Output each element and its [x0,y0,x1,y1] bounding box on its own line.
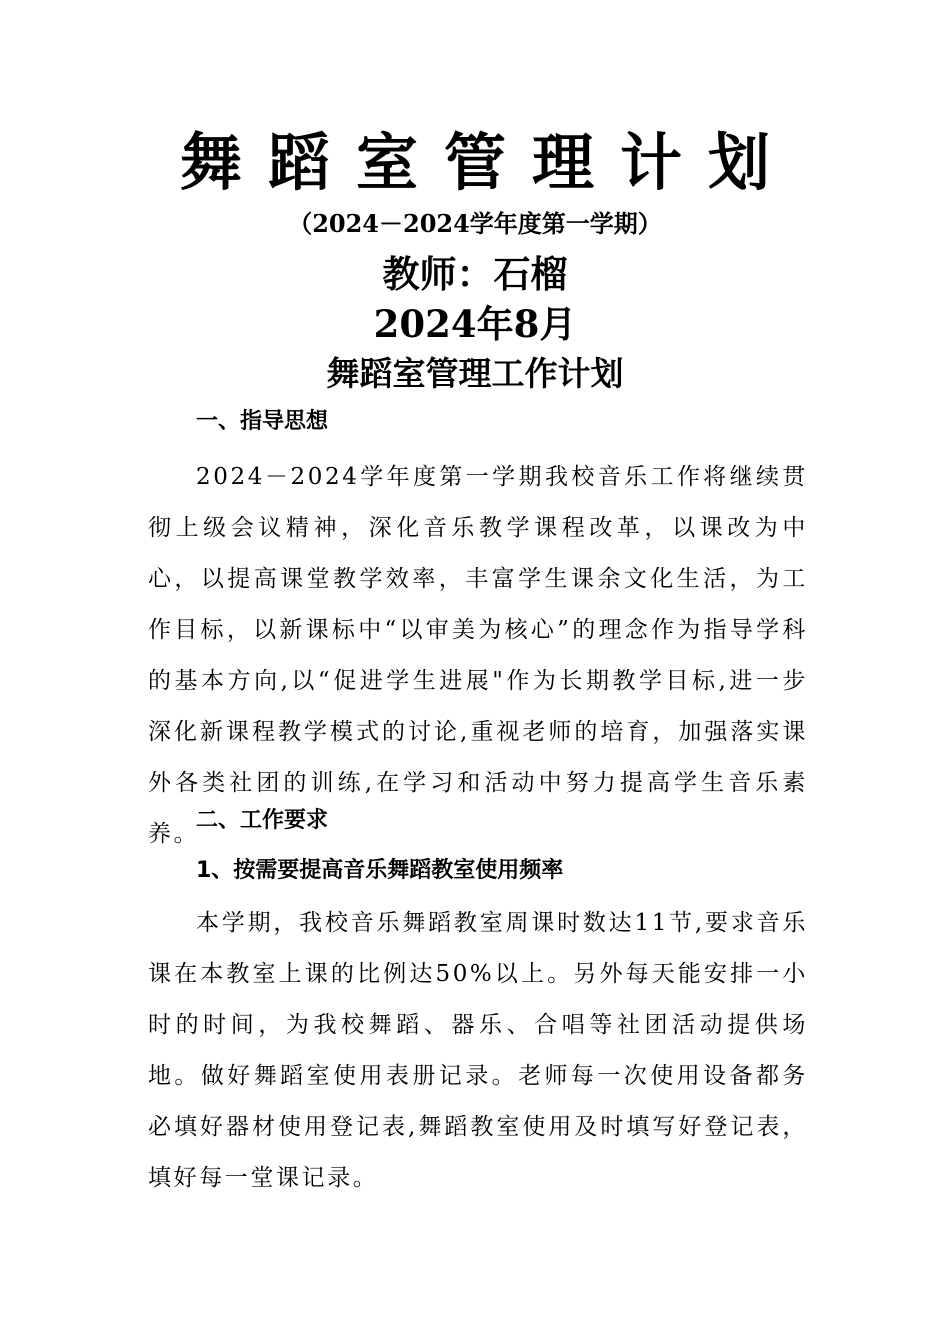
subsection-heading-usage-frequency: 1、按需要提高音乐舞蹈教室使用频率 [196,858,564,883]
usage-frequency-paragraph: 本学期，我校音乐舞蹈教室周课时数达11节,要求音乐课在本教室上课的比例达50%以上。另外每天能安排一小时的时间，为我校舞蹈、器乐、合唱等社团活动提供场地。做好舞蹈室使用表册记录。老师每一次使用设备都务必填好器材使用登记表,舞蹈教室使用及时填写好登记表，填好每一堂课记录。 [148,910,808,1191]
date-line: 2024年8月 [373,302,577,346]
guiding-ideology-paragraph: 2024－2024学年度第一学期我校音乐工作将继续贯彻上级会议精神，深化音乐教学课程改革，以课改为中心，以提高课堂教学效率，丰富学生课余文化生活，为工作目标，以新课标中“以审美为核心”的理念作为指导学科的基本方向,以“促进学生进展"作为长期教学目标,进一步深化新课程教学模式的讨论,重视老师的培育，加强落实课外各类社团的训练,在学习和活动中努力提高学生音乐素养。 [148,464,808,847]
main-title: 舞蹈室管理计划 [179,126,796,199]
plan-title: 舞蹈室管理工作计划 [326,354,624,393]
section-heading-work-requirements: 二、工作要求 [196,808,329,833]
teacher-line: 教师：石榴 [382,252,568,296]
section-heading-guiding-ideology: 一、指导思想 [196,409,329,434]
term-subtitle: （2024－2024学年度第一学期） [288,209,662,238]
